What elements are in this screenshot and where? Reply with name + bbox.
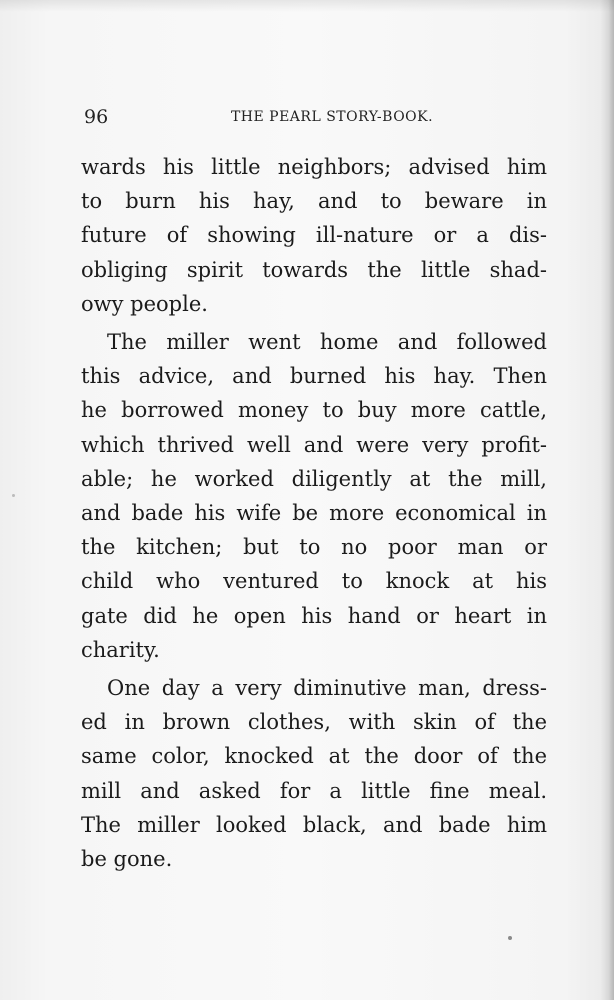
text-line: mill and asked for a little fine meal. — [81, 778, 547, 803]
text-line: same color, knocked at the door of the — [81, 744, 547, 769]
paragraph-1 — [81, 150, 547, 321]
text-line: able; he worked diligently at the mill, — [81, 466, 547, 491]
text-line: charity. — [81, 637, 160, 662]
page-top-shadow — [0, 0, 614, 12]
running-title: THE PEARL STORY-BOOK. — [230, 109, 434, 125]
text-line: The miller looked black, and bade him — [81, 812, 547, 837]
page-gutter-shadow — [600, 0, 614, 1000]
text-line: which thrived well and were very profit- — [81, 432, 547, 457]
paragraph-3 — [81, 671, 547, 876]
text-line: child who ventured to knock at his — [81, 569, 547, 594]
text-line: One day a very diminutive man, dress- — [107, 676, 547, 701]
text-line: be gone. — [81, 847, 173, 872]
page-body — [81, 150, 547, 880]
paper-speck — [508, 936, 512, 940]
paper-speck — [12, 494, 15, 497]
text-line: he borrowed money to buy more cattle, — [81, 398, 547, 423]
paragraph-2 — [81, 325, 547, 667]
text-line: and bade his wife be more economical in — [81, 501, 547, 526]
text-line: The miller went home and followed — [107, 330, 547, 355]
text-line: this advice, and burned his hay. Then — [81, 364, 547, 389]
text-line: to burn his hay, and to beware in — [81, 189, 547, 214]
page-number: 96 — [84, 106, 109, 128]
text-line: future of showing ill-nature or a dis- — [81, 223, 547, 248]
page-header — [84, 105, 546, 129]
text-line: ed in brown clothes, with skin of the — [81, 710, 547, 735]
text-line: gate did he open his hand or heart in — [81, 603, 547, 628]
text-line: owy people. — [81, 291, 208, 316]
text-line: the kitchen; but to no poor man or — [81, 535, 547, 560]
text-line: obliging spirit towards the little shad- — [81, 257, 547, 282]
text-line: wards his little neighbors; advised him — [81, 155, 547, 179]
